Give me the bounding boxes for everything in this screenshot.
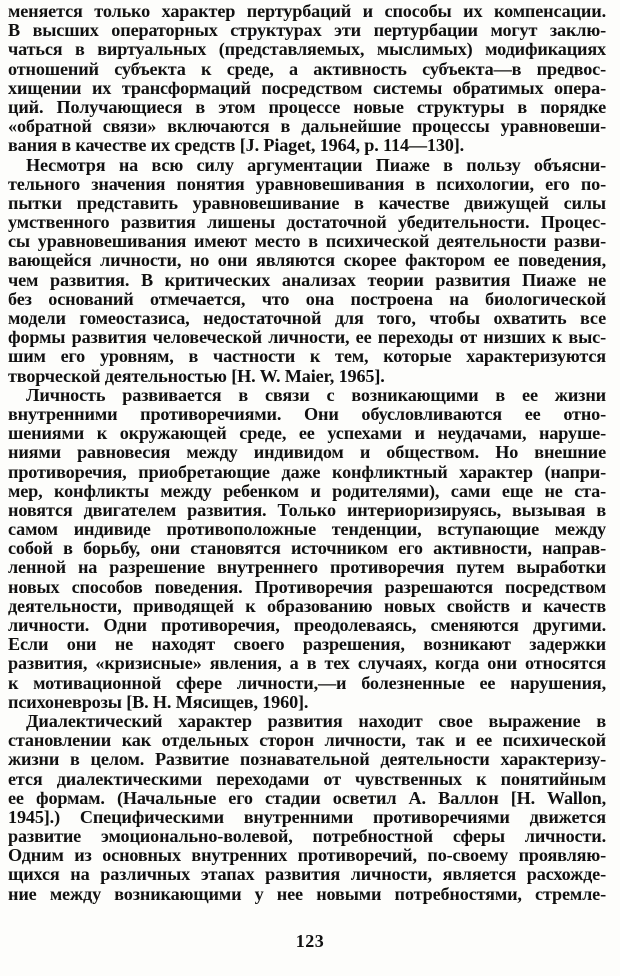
text-line: без оснований отмечается, что она построена на биологической: [8, 288, 606, 309]
text-line: щихся на различных этапах развития личности, является расхожде-: [8, 864, 606, 885]
text-line: шениями к окружающей среде, ее успехами и неудачами, наруше-: [8, 423, 606, 444]
text-line: шим его уровням, в частности к тем, которые характеризуются: [8, 346, 606, 367]
page-number: 123: [295, 931, 325, 951]
text-line: вающейся личности, но они являются скорее фактором ее поведения,: [8, 250, 606, 271]
text-line: психоневрозы [В. Н. Мясищев, 1960].: [8, 691, 309, 712]
text-line: новых способов поведения. Противоречия разрешаются посредством: [8, 576, 606, 597]
text-line: ций. Получающиеся в этом процессе новые структуры в порядке: [8, 96, 606, 117]
text-line: формы развития человеческой личности, ее переходы от низших к выс-: [8, 327, 606, 348]
text-line: Одним из основных внутренних противоречий, по-своему проявляю-: [8, 845, 606, 866]
text-line: развитие эмоционально-волевой, потребностной сферы личности.: [8, 826, 606, 847]
text-line: собой в борьбу, они становятся источником его активности, направ-: [8, 538, 606, 559]
text-line: Диалектический характер развития находит свое выражение в: [26, 710, 606, 731]
text-line: сы уравновешивания имеют место в психической деятельности разви-: [8, 231, 606, 252]
text-line: деятельности, приводящей к образованию новых свойств и качеств: [8, 595, 606, 616]
text-line: новятся двигателем развития. Только интериоризируясь, вызывая в: [8, 499, 606, 520]
text-line: Личность развивается в связи с возникающими в ее жизни: [26, 384, 606, 405]
text-line: умственного развития лишены достаточной убедительности. Процес-: [8, 212, 606, 233]
body-text: [8, 2, 606, 904]
text-line: модели гомеостазиса, недостаточной для того, чтобы охватить все: [8, 308, 606, 328]
text-line: чаться в виртуальных (представляемых, мыслимых) модификациях: [8, 39, 606, 60]
text-line: самом индивиде противоположные тенденции, вступающие между: [8, 519, 606, 540]
text-line: к мотивационной сфере личности,—и болезненные ее нарушения,: [8, 672, 606, 693]
text-line: хищении их трансформаций посредством системы обратимых опера-: [8, 77, 606, 98]
text-line: Несмотря на всю силу аргументации Пиаже в пользу объясни-: [26, 154, 606, 175]
text-line: личности. Одни противоречия, преодолеваясь, сменяются другими.: [8, 615, 606, 635]
text-line: 1945].) Специфическими внутренними противоречиями движется: [8, 806, 606, 827]
text-line: чем развития. В критических анализах теории развития Пиаже не: [8, 269, 606, 290]
text-line: ниями равновесия между индивидом и обществом. Но внешние: [8, 442, 606, 463]
text-line: тельного значения понятия уравновешивания в психологии, его по-: [8, 173, 606, 194]
text-line: «обратной связи» включаются в дальнейшие процессы уравновеши-: [8, 116, 606, 137]
text-line: развития, «кризисные» явления, а в тех случаях, когда они относятся: [8, 653, 606, 674]
text-line: мер, конфликты между ребенком и родителями), сами еще не ста-: [8, 480, 606, 501]
text-line: ние между возникающими у нее новыми потребностями, стремле-: [8, 883, 606, 904]
text-line: отношений субъекта к среде, а активность субъекта—в предвос-: [8, 58, 606, 79]
text-line: творческой деятельностью [H. W. Maier, 1965].: [8, 365, 385, 386]
text-line: становлении как отдельных сторон личности, так и ее психической: [8, 730, 606, 751]
text-line: пытки представить уравновешивание в качестве движущей силы: [8, 192, 606, 213]
text-line: В высших операторных структурах эти пертурбации могут заклю-: [8, 20, 606, 41]
text-line: ленной на разрешение внутреннего противоречия путем выработки: [8, 557, 606, 578]
text-line: ее формам. (Начальные его стадии осветил А. Валлон [H. Wallon,: [8, 787, 606, 808]
text-line: вания в качестве их средств [J. Piaget, 1964, p. 114—130].: [8, 135, 465, 156]
text-line: меняется только характер пертурбаций и способы их компенсации.: [8, 1, 606, 21]
text-line: Если они не находят своего разрешения, возникают задержки: [8, 634, 606, 655]
text-line: внутренними противоречиями. Они обусловливаются ее отно-: [8, 403, 606, 424]
text-line: жизни в целом. Развитие познавательной деятельности характеризу-: [8, 749, 606, 770]
text-line: противоречия, приобретающие даже конфликтный характер (напри-: [8, 461, 606, 482]
text-line: ется диалектическими переходами от чувственных к понятийным: [8, 768, 606, 789]
